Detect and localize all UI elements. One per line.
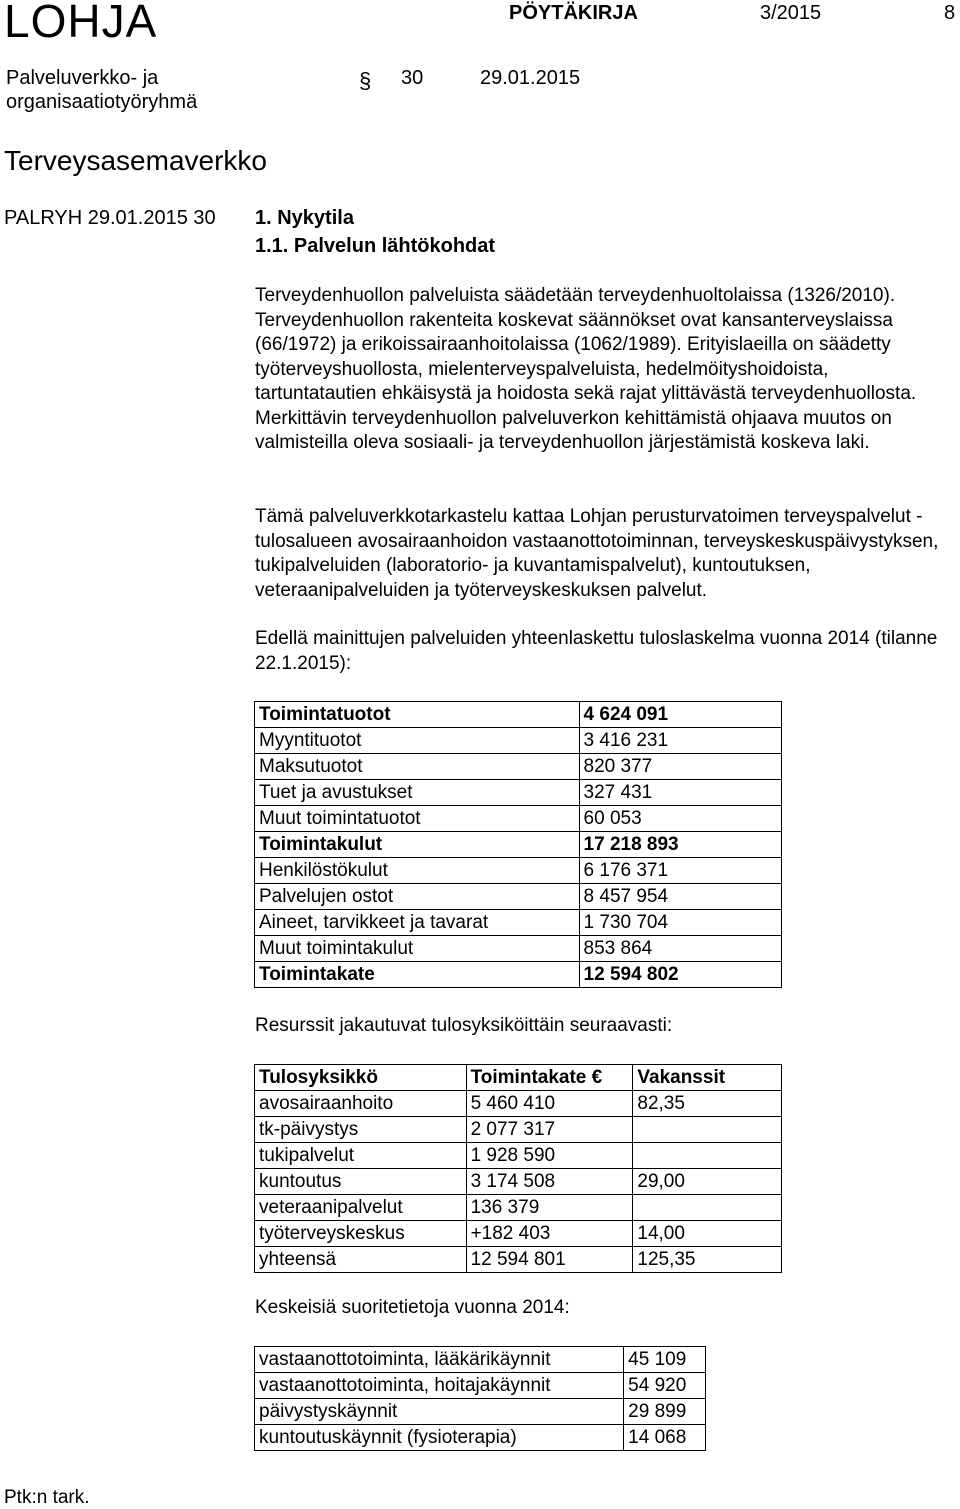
table-row <box>255 910 782 936</box>
table-cell: 29 899 <box>624 1399 706 1425</box>
kpi-intro: Keskeisiä suoritetietoja vuonna 2014: <box>255 1297 570 1318</box>
table-cell <box>633 1143 782 1169</box>
table-cell: 8 457 954 <box>579 884 781 910</box>
table-cell: 820 377 <box>579 754 781 780</box>
table-cell: vastaanottotoiminta, hoitajakäynnit <box>255 1373 624 1399</box>
table-cell: 5 460 410 <box>466 1091 633 1117</box>
table-row <box>255 1195 782 1221</box>
table-cell: 125,35 <box>633 1247 782 1273</box>
meeting-date: 29.01.2015 <box>480 67 581 89</box>
doc-number: 3/2015 <box>760 2 822 24</box>
table-cell: Toimintakulut <box>255 832 580 858</box>
paragraph-text: Edellä mainittujen palveluiden yhteenlaskettu tuloslaskelma vuonna 2014 (tilanne 22.1.2015): <box>255 628 938 674</box>
svg-text:§: § <box>359 68 372 93</box>
table-row <box>255 1347 706 1373</box>
table-cell: 2 077 317 <box>466 1117 633 1143</box>
table-cell: 17 218 893 <box>579 832 781 858</box>
table-row <box>255 962 782 988</box>
table-row <box>255 936 782 962</box>
table-cell: Muut toimintakulut <box>255 936 580 962</box>
logo: LOHJA <box>4 0 158 47</box>
table-cell: 82,35 <box>633 1091 782 1117</box>
table-cell: 1 730 704 <box>579 910 781 936</box>
page-title: Terveysasemaverkko <box>4 145 267 176</box>
table-cell: Tuet ja avustukset <box>255 780 580 806</box>
heading-2: 1.1. Palvelun lähtökohdat <box>255 235 496 257</box>
paragraph-3 <box>255 627 955 676</box>
table-header-row <box>255 1065 782 1091</box>
table-row <box>255 1117 782 1143</box>
table-cell: +182 403 <box>466 1221 633 1247</box>
table-cell: päivystyskäynnit <box>255 1399 624 1425</box>
table-cell: tukipalvelut <box>255 1143 467 1169</box>
table-cell: Henkilöstökulut <box>255 858 580 884</box>
table-cell: tk-päivystys <box>255 1117 467 1143</box>
table-cell: Muut toimintatuotot <box>255 806 580 832</box>
table-row <box>255 1425 706 1451</box>
table-cell: Toimintatuotot <box>255 702 580 728</box>
table-cell: 54 920 <box>624 1373 706 1399</box>
table-row <box>255 1221 782 1247</box>
table-cell: veteraanipalvelut <box>255 1195 467 1221</box>
column-header: Vakanssit <box>633 1065 782 1091</box>
resources-intro: Resurssit jakautuvat tulosyksiköittäin seuraavasti: <box>255 1015 673 1036</box>
table-row <box>255 702 782 728</box>
table-row <box>255 780 782 806</box>
table-cell: 3 174 508 <box>466 1169 633 1195</box>
column-header: Tulosyksikkö <box>255 1065 467 1091</box>
table-cell: kuntoutuskäynnit (fysioterapia) <box>255 1425 624 1451</box>
table-row <box>255 1143 782 1169</box>
table-row <box>255 1169 782 1195</box>
heading-1: 1. Nykytila <box>255 207 354 229</box>
table-row <box>255 1399 706 1425</box>
table-cell: 60 053 <box>579 806 781 832</box>
page-number: 8 <box>944 2 956 24</box>
table-row <box>255 832 782 858</box>
table-cell: 1 928 590 <box>466 1143 633 1169</box>
table-cell: vastaanottotoiminta, lääkärikäynnit <box>255 1347 624 1373</box>
table-row <box>255 806 782 832</box>
table-row <box>255 1247 782 1273</box>
income-table <box>254 701 782 988</box>
table-cell: 45 109 <box>624 1347 706 1373</box>
resources-table <box>254 1064 782 1273</box>
table-cell: Aineet, tarvikkeet ja tavarat <box>255 910 580 936</box>
table-cell: Myyntituotot <box>255 728 580 754</box>
table-row <box>255 754 782 780</box>
table-cell: yhteensä <box>255 1247 467 1273</box>
table-cell: 6 176 371 <box>579 858 781 884</box>
table-cell: 853 864 <box>579 936 781 962</box>
table-cell: avosairaanhoito <box>255 1091 467 1117</box>
paragraph-text: Terveydenhuollon palveluista säädetään terveydenhuoltolaissa (1326/2010). Terveydenhuollon rakenteita koskevat säännökset ovat kansanterveyslaissa (66/1972) ja erikoissairaanhoitolaissa (1062/1989). Erityislaeilla on säädetty työterveyshuollosta, mielenterveyspalveluista, hedelmöityshoidoista, tartuntatautien ehkäisystä ja hoidosta sekä rajat ylittävästä terveydenhuollosta. Merkittävin terveydenhuollon palveluverkon kehittämistä ohjaava muutos on valmisteilla oleva sosiaali- ja terveydenhuollon järjestämistä koskeva laki. <box>255 285 917 453</box>
table-row <box>255 858 782 884</box>
org-line-1: Palveluverkko- ja <box>6 67 159 89</box>
table-cell: 29,00 <box>633 1169 782 1195</box>
paragraph-2 <box>255 505 955 603</box>
paragraph-text: Tämä palveluverkkotarkastelu kattaa Lohjan perusturvatoimen terveyspalvelut -tulosalueen avosairaanhoidon vastaanottotoiminnan, terveyskeskuspäivystyksen, tukipalveluiden (laboratorio- ja kuvantamispalvelut), kuntoutuksen, veteraanipalveluiden ja työterveyskeskuksen palvelut. <box>255 506 939 601</box>
table-row <box>255 1091 782 1117</box>
table-cell: 14 068 <box>624 1425 706 1451</box>
section-icon <box>357 67 379 98</box>
table-cell: kuntoutus <box>255 1169 467 1195</box>
table-cell: 136 379 <box>466 1195 633 1221</box>
table-cell: 12 594 802 <box>579 962 781 988</box>
table-cell: 12 594 801 <box>466 1247 633 1273</box>
org-line-2: organisaatiotyöryhmä <box>6 91 198 113</box>
kpi-table <box>254 1346 706 1451</box>
doc-type: PÖYTÄKIRJA <box>509 2 638 24</box>
table-cell: 4 624 091 <box>579 702 781 728</box>
table-cell: Toimintakate <box>255 962 580 988</box>
paragraph-1 <box>255 284 955 456</box>
table-cell <box>633 1195 782 1221</box>
table-cell: 3 416 231 <box>579 728 781 754</box>
table-cell: työterveyskeskus <box>255 1221 467 1247</box>
section-number: 30 <box>401 67 424 89</box>
table-cell: Maksutuotot <box>255 754 580 780</box>
table-row <box>255 884 782 910</box>
footer-note: Ptk:n tark. <box>4 1487 90 1508</box>
table-cell: 327 431 <box>579 780 781 806</box>
table-row <box>255 1373 706 1399</box>
reference: PALRYH 29.01.2015 30 <box>4 207 216 229</box>
table-cell: 14,00 <box>633 1221 782 1247</box>
table-row <box>255 728 782 754</box>
table-cell <box>633 1117 782 1143</box>
column-header: Toimintakate € <box>466 1065 633 1091</box>
table-cell: Palvelujen ostot <box>255 884 580 910</box>
